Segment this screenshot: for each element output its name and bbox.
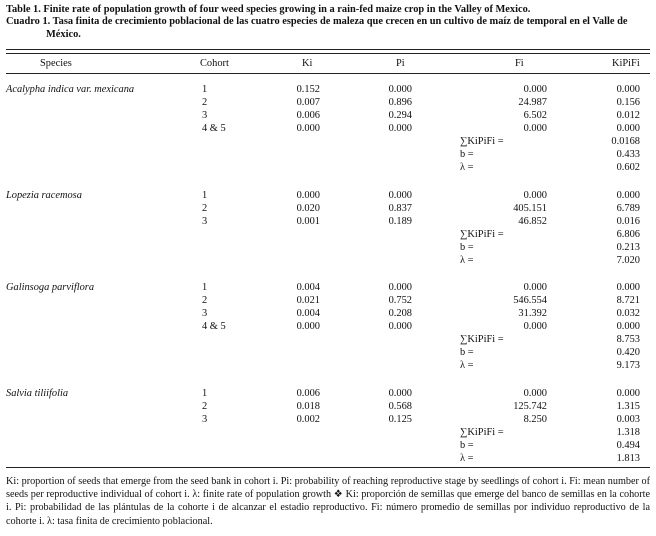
cohort-cell: 3: [202, 308, 208, 319]
kipifi-cell: 0.000: [616, 84, 640, 95]
ki-cell: 0.000: [296, 123, 320, 134]
summary-label: b =: [460, 242, 474, 253]
fi-cell: 0.000: [523, 190, 547, 201]
cohort-cell: 1: [202, 282, 208, 293]
kipifi-cell: 0.156: [616, 97, 640, 108]
species-name: Lopezia racemosa: [6, 190, 82, 201]
pi-cell: 0.837: [388, 203, 412, 214]
fi-cell: 31.392: [518, 308, 547, 319]
summary-value: 0.602: [616, 162, 640, 173]
kipifi-cell: 0.000: [616, 190, 640, 201]
fi-cell: 405.151: [513, 203, 547, 214]
kipifi-cell: 0.000: [616, 388, 640, 399]
pi-cell: 0.000: [388, 123, 412, 134]
cohort-cell: 3: [202, 110, 208, 121]
pi-cell: 0.208: [388, 308, 412, 319]
cohort-cell: 1: [202, 84, 208, 95]
pi-cell: 0.294: [388, 110, 412, 121]
summary-value: 9.173: [616, 360, 640, 371]
summary-label: λ =: [460, 360, 474, 371]
ki-cell: 0.000: [296, 190, 320, 201]
kipifi-cell: 0.000: [616, 123, 640, 134]
summary-label: λ =: [460, 162, 474, 173]
summary-label: λ =: [460, 255, 474, 266]
footnote: Ki: proportion of seeds that emerge from the seed bank in cohort i. Pi: probability of reaching reproductive stage by seedlings of cohort i. Fi: mean number of seeds per reproductive individual of cohort i. λ: finite rate of population growth ❖ Ki: proporción de semillas que emerge del banco de semillas en la cohorte i. Pi: probabilidad de las plántulas de la cohorte i de alcanzar el estadio reproductivo. Fi: número promedio de semillas por individuo reproductivo de la cohorte i. λ: tasa finita de crecimiento poblacional.: [6, 476, 650, 527]
cohort-cell: 2: [202, 295, 208, 306]
summary-value: 8.753: [616, 334, 640, 345]
species-name: Galinsoga parviflora: [6, 282, 95, 293]
pi-cell: 0.125: [388, 414, 412, 425]
summary-label: ∑KiPiFi =: [460, 334, 504, 345]
cohort-cell: 4 & 5: [202, 123, 226, 134]
top-rule: [6, 49, 650, 50]
cohort-cell: 4 & 5: [202, 321, 226, 332]
summary-value: 0.0168: [611, 136, 640, 147]
table-caption: [6, 4, 650, 41]
ki-cell: 0.020: [296, 203, 320, 214]
header-pi: Pi: [396, 58, 405, 69]
kipifi-cell: 8.721: [616, 295, 640, 306]
caption-spanish: Cuadro 1. Tasa finita de crecimiento poblacional de las cuatro especies de maleza que crecen en un cultivo de maíz de temporal en el Valle de México.: [6, 16, 628, 40]
ki-cell: 0.000: [296, 321, 320, 332]
summary-value: 1.318: [616, 427, 640, 438]
cohort-cell: 3: [202, 216, 208, 227]
summary-value: 0.420: [616, 347, 640, 358]
ki-cell: 0.021: [296, 295, 320, 306]
fi-cell: 0.000: [523, 84, 547, 95]
summary-value: 0.433: [616, 149, 640, 160]
cohort-cell: 2: [202, 97, 208, 108]
top-rule-double: [6, 53, 650, 54]
pi-cell: 0.189: [388, 216, 412, 227]
pi-cell: 0.000: [388, 282, 412, 293]
bottom-rule: [6, 467, 650, 468]
fi-cell: 0.000: [523, 321, 547, 332]
pi-cell: 0.000: [388, 84, 412, 95]
kipifi-cell: 1.315: [616, 401, 640, 412]
header-cohort: Cohort: [200, 58, 229, 69]
summary-value: 0.213: [616, 242, 640, 253]
species-name: Salvia tiliifolia: [6, 388, 69, 399]
cohort-cell: 2: [202, 401, 208, 412]
header-fi: Fi: [515, 58, 524, 69]
fi-cell: 0.000: [523, 123, 547, 134]
cohort-cell: 2: [202, 203, 208, 214]
fi-cell: 0.000: [523, 388, 547, 399]
pi-cell: 0.568: [388, 401, 412, 412]
pi-cell: 0.000: [388, 190, 412, 201]
summary-label: λ =: [460, 453, 474, 464]
fi-cell: 46.852: [518, 216, 547, 227]
summary-label: ∑KiPiFi =: [460, 427, 504, 438]
cohort-cell: 1: [202, 388, 208, 399]
summary-label: ∑KiPiFi =: [460, 229, 504, 240]
pi-cell: 0.752: [388, 295, 412, 306]
fi-cell: 6.502: [523, 110, 547, 121]
kipifi-cell: 0.016: [616, 216, 640, 227]
fi-cell: 24.987: [518, 97, 547, 108]
ki-cell: 0.006: [296, 388, 320, 399]
kipifi-cell: 0.003: [616, 414, 640, 425]
ki-cell: 0.002: [296, 414, 320, 425]
fi-cell: 546.554: [513, 295, 547, 306]
summary-value: 7.020: [616, 255, 640, 266]
header-species: Species: [40, 58, 72, 69]
summary-label: b =: [460, 149, 474, 160]
summary-value: 1.813: [616, 453, 640, 464]
summary-value: 0.494: [616, 440, 640, 451]
ki-cell: 0.018: [296, 401, 320, 412]
fi-cell: 8.250: [523, 414, 547, 425]
species-name: Acalypha indica var. mexicana: [6, 84, 135, 95]
kipifi-cell: 0.000: [616, 282, 640, 293]
caption-english: Table 1. Finite rate of population growth of four weed species growing in a rain-fed maize crop in the Valley of Mexico.: [6, 4, 531, 15]
ki-cell: 0.001: [296, 216, 320, 227]
kipifi-cell: 0.032: [616, 308, 640, 319]
kipifi-cell: 6.789: [616, 203, 640, 214]
fi-cell: 125.742: [513, 401, 547, 412]
ki-cell: 0.152: [296, 84, 320, 95]
summary-label: b =: [460, 440, 474, 451]
kipifi-cell: 0.000: [616, 321, 640, 332]
fi-cell: 0.000: [523, 282, 547, 293]
header-kipifi: KiPiFi: [612, 58, 640, 69]
summary-value: 6.806: [616, 229, 640, 240]
header-rule: [6, 73, 650, 74]
cohort-cell: 1: [202, 190, 208, 201]
pi-cell: 0.000: [388, 388, 412, 399]
summary-label: b =: [460, 347, 474, 358]
ki-cell: 0.004: [296, 282, 320, 293]
kipifi-cell: 0.012: [616, 110, 640, 121]
ki-cell: 0.006: [296, 110, 320, 121]
cohort-cell: 3: [202, 414, 208, 425]
pi-cell: 0.896: [388, 97, 412, 108]
ki-cell: 0.007: [296, 97, 320, 108]
summary-label: ∑KiPiFi =: [460, 136, 504, 147]
pi-cell: 0.000: [388, 321, 412, 332]
ki-cell: 0.004: [296, 308, 320, 319]
header-ki: Ki: [302, 58, 313, 69]
